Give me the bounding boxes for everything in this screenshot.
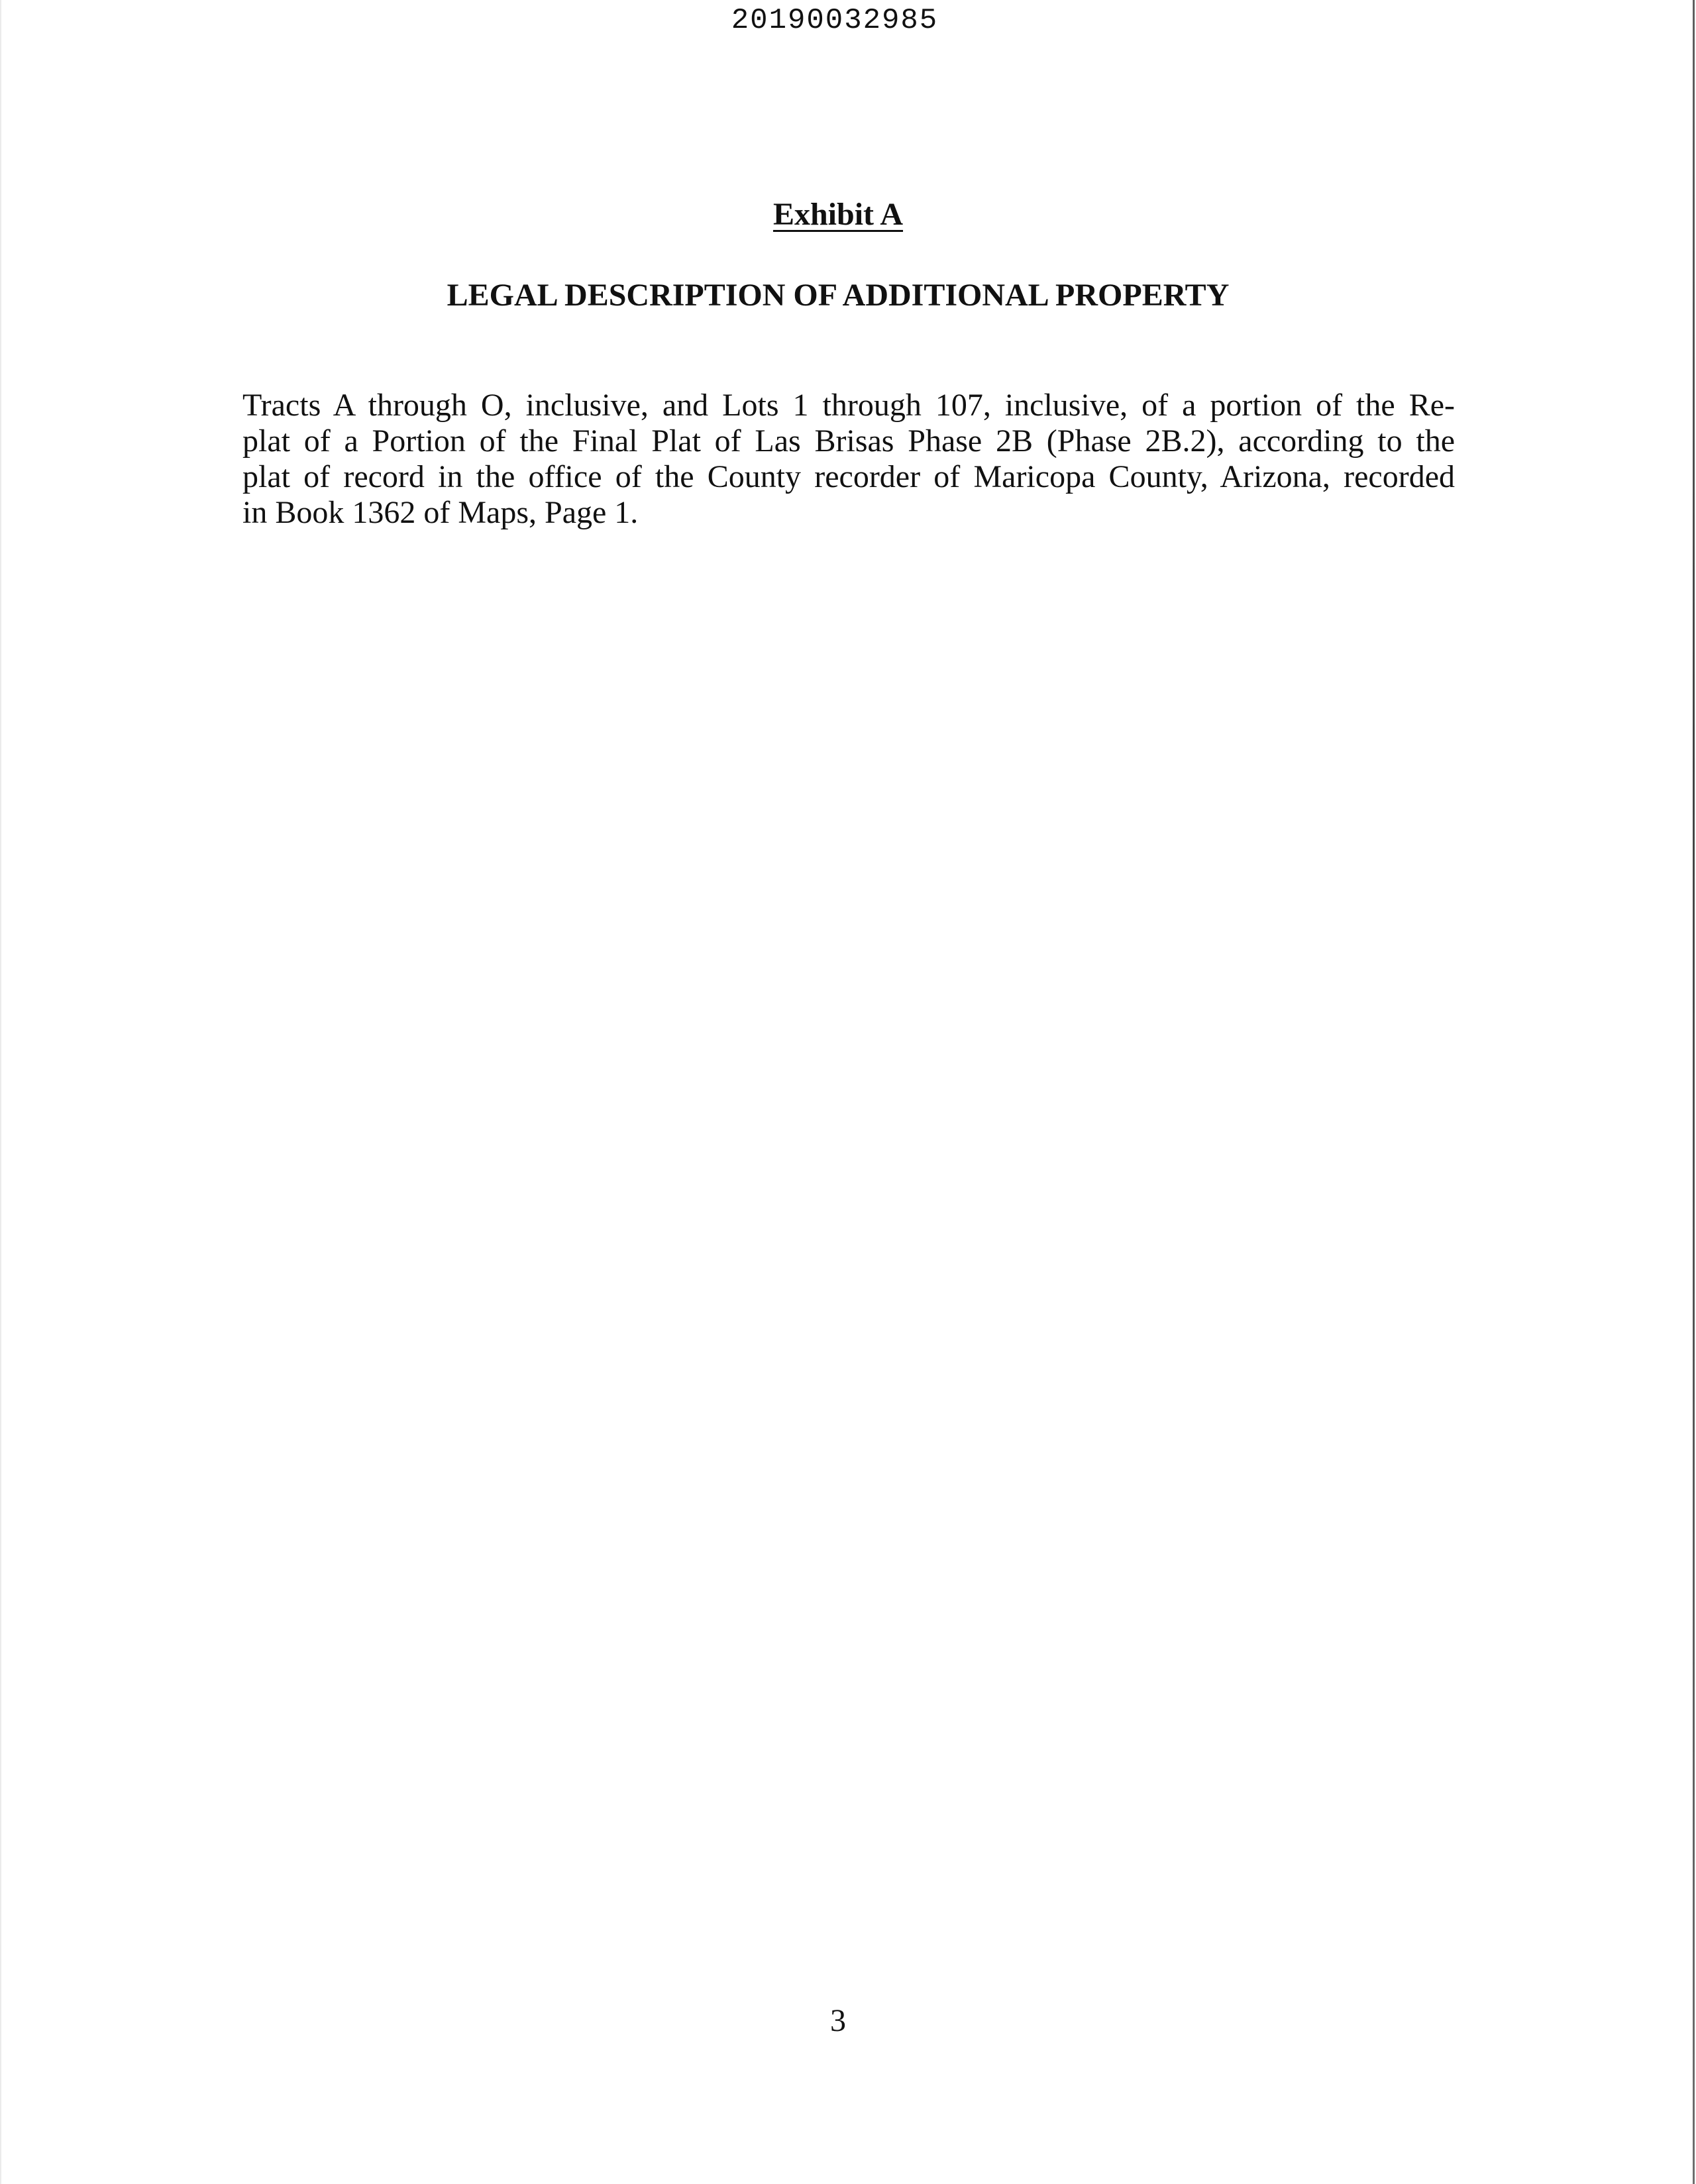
paragraph-line: in Book 1362 of Maps, Page 1. bbox=[242, 495, 639, 530]
scan-edge-right bbox=[1693, 0, 1695, 2184]
paragraph-line: plat of record in the office of the County recorder of Maricopa County, Arizona, recorded bbox=[242, 459, 1455, 494]
exhibit-title: Exhibit A bbox=[772, 197, 904, 232]
page-number: 3 bbox=[830, 2003, 846, 2038]
legal-description-paragraph bbox=[242, 388, 1455, 531]
paragraph-line: Tracts A through O, inclusive, and Lots 1 through 107, inclusive, of a portion of the Re- bbox=[242, 388, 1455, 423]
section-heading: LEGAL DESCRIPTION OF ADDITIONAL PROPERTY bbox=[447, 278, 1230, 313]
paragraph-line: plat of a Portion of the Final Plat of Las Brisas Phase 2B (Phase 2B.2), according to the bbox=[242, 423, 1455, 459]
scan-edge-left bbox=[0, 0, 1, 2184]
recording-number: 20190032985 bbox=[731, 4, 939, 37]
